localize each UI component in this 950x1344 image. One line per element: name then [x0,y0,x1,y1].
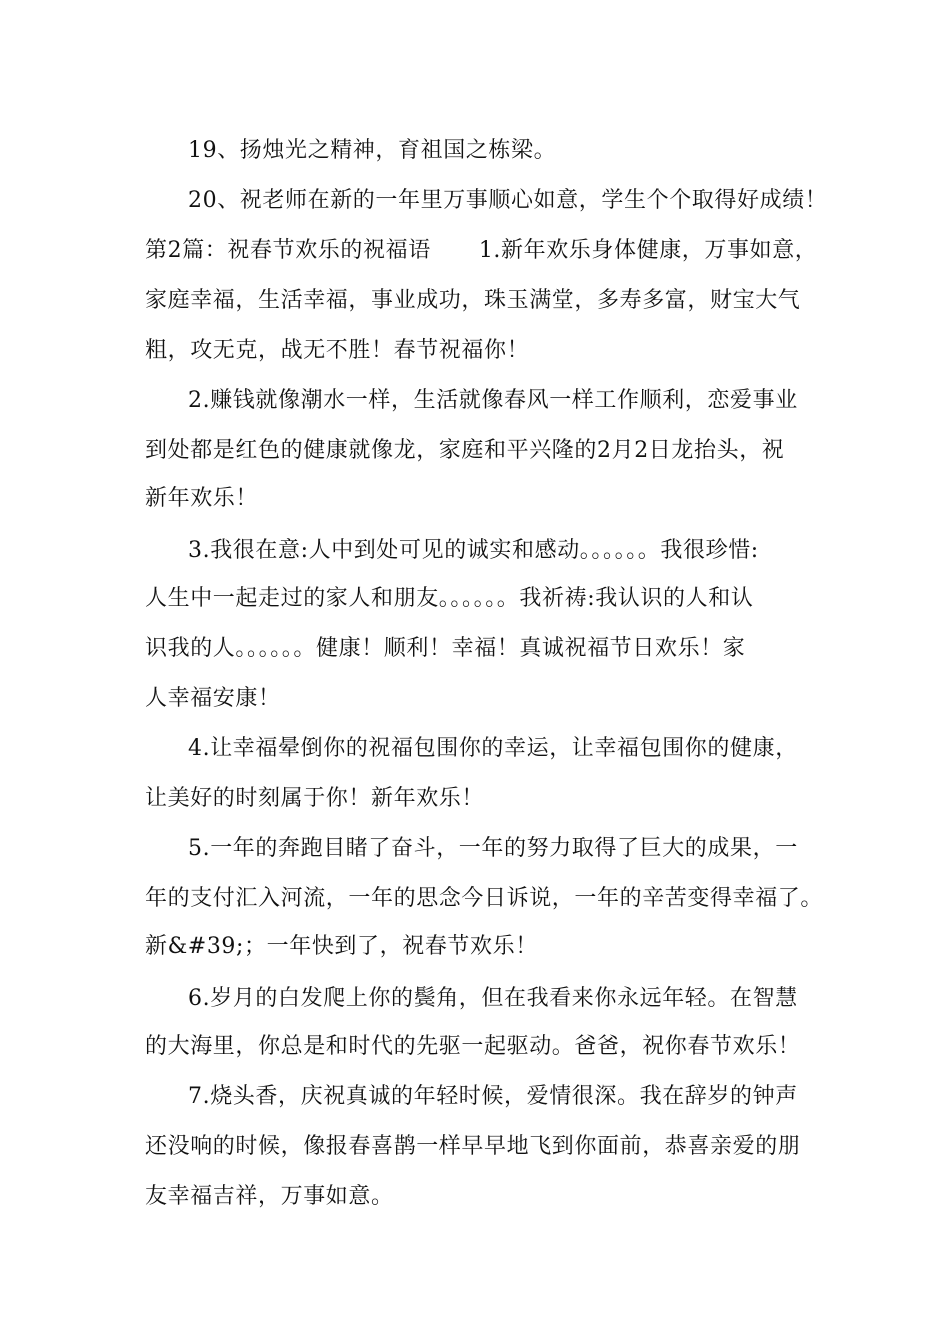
text-line: 4.让幸福晕倒你的祝福包围你的幸运，让幸福包围你的健康， [188,736,798,761]
text-line: 友幸福吉祥，万事如意。 [145,1184,394,1209]
text-line: 的大海里，你总是和时代的先驱一起驱动。爸爸，祝你春节欢乐！ [145,1034,801,1059]
section-title: 第2篇：祝春节欢乐的祝福语 [145,238,431,263]
text-line: 让美好的时刻属于你！新年欢乐！ [145,786,485,811]
text-line: 新年欢乐！ [145,486,259,511]
text-line: 2.赚钱就像潮水一样，生活就像春风一样工作顺利，恋爱事业 [188,388,798,413]
text-line: 7.烧头香，庆祝真诚的年轻时候，爱情很深。我在辞岁的钟声 [188,1084,798,1109]
text-line: 新&#39;；一年快到了，祝春节欢乐！ [145,934,538,959]
text-line: 20、祝老师在新的一年里万事顺心如意，学生个个取得好成绩！ [188,188,828,213]
text-line: 人生中一起走过的家人和朋友。。。。。。我祈祷:我认识的人和认 [145,586,754,611]
text-line: 粗，攻无克，战无不胜！春节祝福你！ [145,338,530,363]
text-line: 还没响的时候，像报春喜鹊一样早早地飞到你面前，恭喜亲爱的朋 [145,1134,801,1159]
text-line: 19、扬烛光之精神，育祖国之栋梁。 [188,138,557,163]
text-line: 人幸福安康！ [145,686,281,711]
text-line: 6.岁月的白发爬上你的鬓角，但在我看来你永远年轻。在智慧 [188,986,798,1011]
text-line: 年的支付汇入河流，一年的思念今日诉说，一年的辛苦变得幸福了。 [145,886,824,911]
text-fragment: 1.新年欢乐身体健康，万事如意， [478,238,818,263]
text-line: 5.一年的奔跑目睹了奋斗，一年的努力取得了巨大的成果，一 [188,836,798,861]
text-line [145,238,817,264]
text-line: 3.我很在意:人中到处可见的诚实和感动。。。。。。我很珍惜: [188,538,759,563]
text-line: 识我的人。。。。。。健康！顺利！幸福！真诚祝福节日欢乐！家 [145,636,746,661]
text-line: 家庭幸福，生活幸福，事业成功，珠玉满堂，多寿多富，财宝大气 [145,288,801,313]
text-line: 到处都是红色的健康就像龙，家庭和平兴隆的2月2日龙抬头，祝 [145,438,785,463]
